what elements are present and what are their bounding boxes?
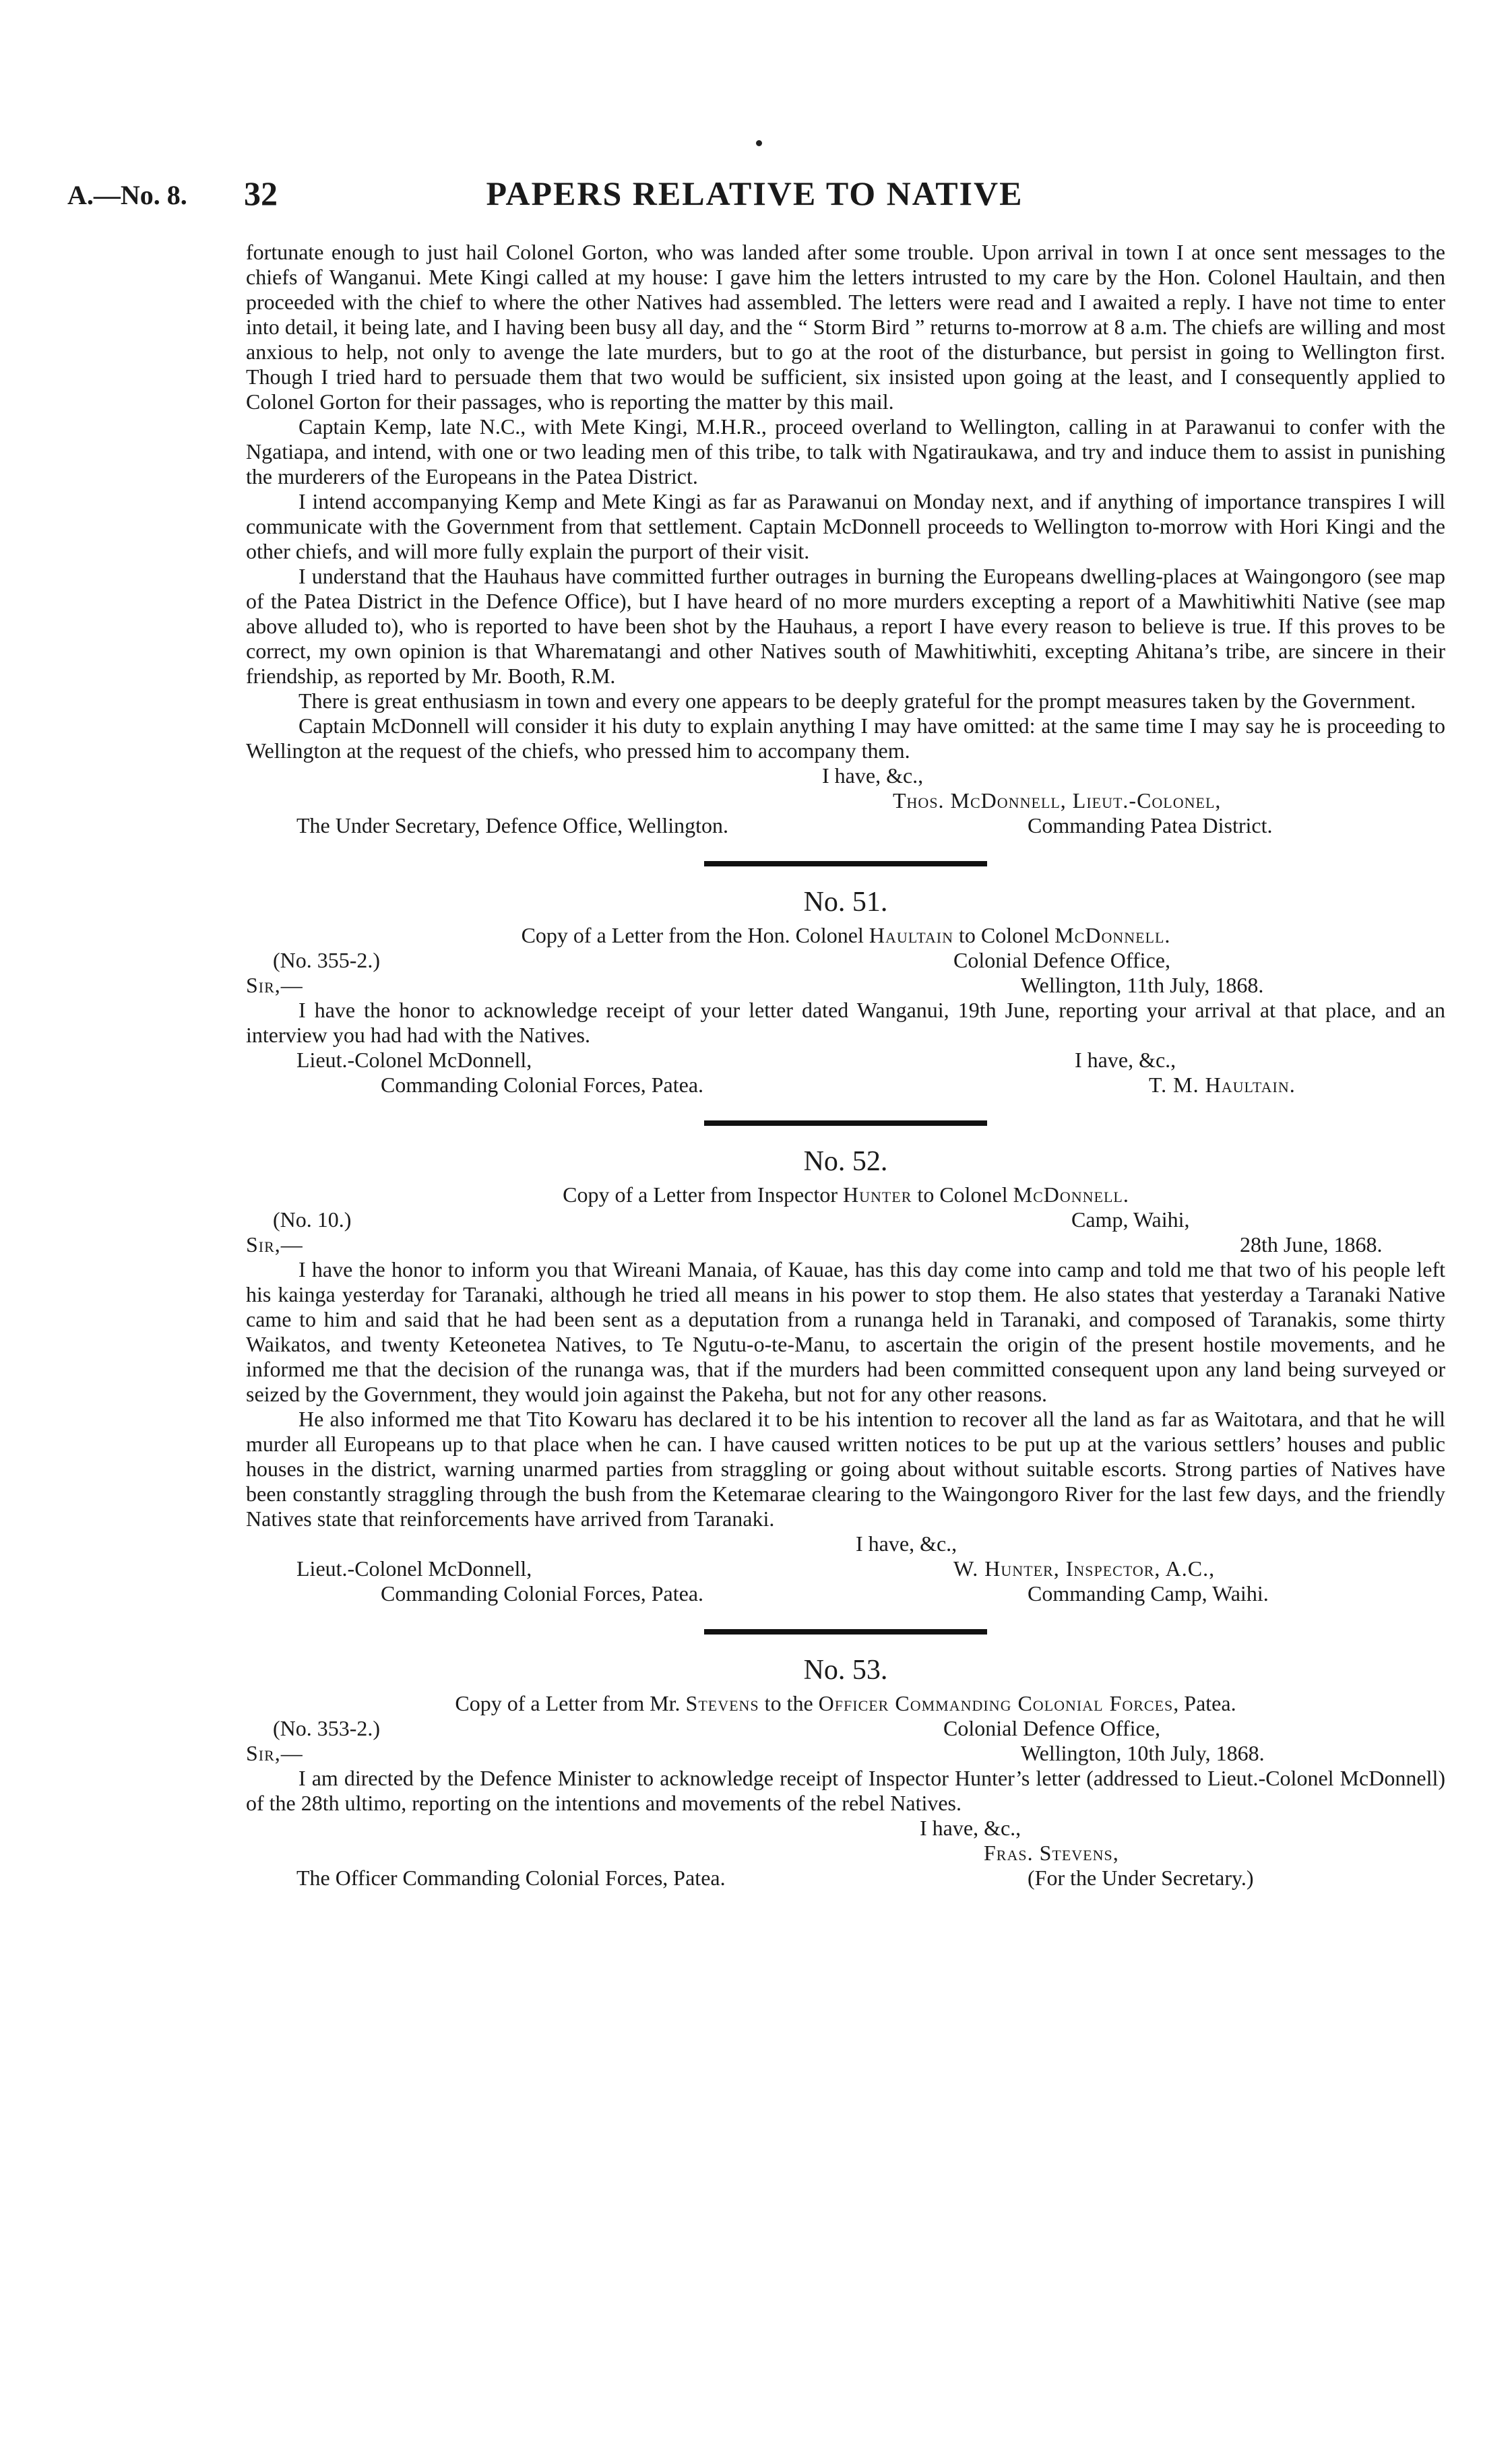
closing-row bbox=[246, 763, 1445, 788]
section-divider bbox=[704, 1120, 987, 1126]
closing-row bbox=[246, 1816, 1445, 1841]
paragraph: I have the honor to inform you that Wireani Manaia, of Kauae, has this day come into camp and told me that two of his people left his kainga yesterday for Taranaki, although he tried all means in his power to stop them. He also states that yesterday a Taranaki Native came to him and said that he had been sent as a deputation from a runanga held in Taranaki, and composed of Taranakis, some thirty Waikatos, and twenty Keteonetea Natives, to Te Ngutu-o-te-Manu, to ascertain the origin of the present hostile movements, and he informed me that the decision of the runanga was, that if the murders had been committed consequent upon any land being surveyed or seized by the Government, they would join against the Pakeha, but not for any other reasons. bbox=[246, 1257, 1445, 1406]
signature: Fras. Stevens, bbox=[984, 1841, 1119, 1865]
addressee-row bbox=[246, 1581, 1445, 1606]
letter-number: No. 53. bbox=[803, 1655, 888, 1686]
signature-row bbox=[246, 788, 1445, 813]
place: Camp, Waihi, bbox=[1071, 1207, 1190, 1232]
closing: I have, &c., bbox=[1075, 1048, 1176, 1072]
section-divider bbox=[704, 861, 987, 866]
salutation: Sir,— bbox=[246, 1741, 303, 1765]
closing-row bbox=[246, 1048, 1445, 1073]
addressee: Commanding Colonial Forces, Patea. bbox=[381, 1581, 704, 1606]
paragraph: There is great enthusiasm in town and every one appears to be deeply grateful for the prompt measures taken by the Government. bbox=[298, 689, 1416, 713]
paragraph: Captain Kemp, late N.C., with Mete Kingi, M.H.R., proceed overland to Wellington, calling in at Parawanui to confer with the Ngatiapa, and intend, with one or two leading men of this tribe, to talk with Ngatiraukawa, and try and induce them to assist in punishing the murderers of the Europeans in the Patea District. bbox=[246, 414, 1445, 488]
letter-title: Copy of a Letter from the Hon. Colonel Haultain to Colonel McDonnell. bbox=[521, 923, 1170, 947]
signature-row bbox=[246, 1841, 1445, 1866]
paragraph: fortunate enough to just hail Colonel Gorton, who was landed after some trouble. Upon arrival in town I at once sent messages to the chiefs of Wanganui. Mete Kingi called at my house: I gave him the letters intrusted to my care by the Hon. Colonel Haultain, and then proceeded with the chief to where the other Natives had assembled. The letters were read and I awaited a reply. I have not time to enter into detail, it being late, and I having been busy all day, and the “ Storm Bird ” returns to-morrow at 8 a.m. The chiefs are willing and most anxious to help, not only to avenge the late murders, but to go at the root of the disturbance, but persist in going to Wellington first. Though I tried hard to persuade them that two would be sufficient, six insisted upon going at the least, and I consequently applied to Colonel Gorton for their passages, who is reporting the matter by this mail. bbox=[246, 240, 1445, 414]
closing-row bbox=[246, 1531, 1445, 1556]
closing: I have, &c., bbox=[920, 1816, 1021, 1840]
running-title: PAPERS RELATIVE TO NATIVE bbox=[486, 174, 1023, 212]
reference-number: (No. 353-2.) bbox=[273, 1716, 381, 1740]
signature: T. M. Haultain. bbox=[1149, 1073, 1296, 1097]
page-content bbox=[246, 240, 1445, 1891]
office: Colonial Defence Office, bbox=[953, 948, 1170, 972]
place-date: Wellington, 11th July, 1868. bbox=[1021, 973, 1264, 997]
addressee: Commanding Colonial Forces, Patea. bbox=[381, 1073, 704, 1097]
letter-no-53 bbox=[246, 1653, 1445, 1891]
date: 28th June, 1868. bbox=[1240, 1232, 1383, 1257]
letter-title: Copy of a Letter from Mr. Stevens to the Officer Commanding Colonial Forces, Patea. bbox=[455, 1691, 1236, 1715]
ref-row bbox=[246, 1207, 1445, 1232]
letter-number: No. 51. bbox=[803, 887, 888, 918]
paragraph: He also informed me that Tito Kowaru has declared it to be his intention to recover all the land as far as Waitotara, and that he will murder all Europeans up to that place when he can. I have caused written notices to be put up at the various settlers’ houses and public houses in the district, warning unarmed parties from straggling or going about without suitable escorts. Strong parties of Natives have been constantly straggling through the bush from the Ketemarae clearing to the Waingongoro River for the last few days, and the friendly Natives state that reinforcements have arrived from Taranaki. bbox=[246, 1407, 1445, 1531]
addressee: The Officer Commanding Colonial Forces, Patea. bbox=[296, 1866, 726, 1890]
signature: W. Hunter, Inspector, A.C., bbox=[953, 1556, 1216, 1581]
salutation-row bbox=[246, 1232, 1445, 1257]
letter-no-52 bbox=[246, 1145, 1445, 1606]
ref-row bbox=[246, 1716, 1445, 1741]
signature: Thos. McDonnell, Lieut.-Colonel, bbox=[893, 788, 1222, 813]
reference-number: (No. 355-2.) bbox=[273, 948, 381, 972]
signature-title: Commanding Patea District. bbox=[1028, 813, 1273, 837]
paragraph: I understand that the Hauhaus have committed further outrages in burning the Europeans dwelling-places at Waingongoro (see map of the Patea District in the Defence Office), but I have heard of no more murders excepting a report of a Mawhitiwhiti Native (see map above alluded to), who is reported to have been shot by the Hauhaus, a report I have every reason to believe is true. If this proves to be correct, my own opinion is that Wharematangi and other Natives south of Mawhitiwhiti, excepting Ahitana’s tribe, are sincere in their friendship, as reported by Mr. Booth, R.M. bbox=[246, 564, 1445, 688]
addressee: The Under Secretary, Defence Office, Wellington. bbox=[296, 813, 728, 837]
letter-number: No. 52. bbox=[803, 1146, 888, 1177]
addressee: Lieut.-Colonel McDonnell, bbox=[296, 1048, 532, 1072]
page-number: 32 bbox=[244, 174, 278, 212]
addressee-row bbox=[246, 1866, 1445, 1891]
letter-no-51 bbox=[246, 885, 1445, 1098]
signature-note: (For the Under Secretary.) bbox=[1028, 1866, 1254, 1890]
ref-row bbox=[246, 948, 1445, 973]
letter-title: Copy of a Letter from Inspector Hunter to Colonel McDonnell. bbox=[563, 1182, 1129, 1207]
signature-row bbox=[246, 1073, 1445, 1098]
section-divider bbox=[704, 1629, 987, 1635]
signature-title: Commanding Camp, Waihi. bbox=[1028, 1581, 1269, 1606]
salutation: Sir,— bbox=[246, 973, 303, 997]
closing: I have, &c., bbox=[822, 763, 924, 788]
salutation: Sir,— bbox=[246, 1232, 303, 1257]
signature-row bbox=[246, 1556, 1445, 1581]
reference-number: (No. 10.) bbox=[273, 1207, 352, 1232]
page-header bbox=[67, 174, 1442, 221]
addressee: Lieut.-Colonel McDonnell, bbox=[296, 1556, 532, 1581]
document-reference: A.—No. 8. bbox=[67, 180, 187, 210]
page-mark-dot bbox=[756, 140, 762, 146]
closing: I have, &c., bbox=[856, 1531, 957, 1556]
place-date: Wellington, 10th July, 1868. bbox=[1021, 1741, 1265, 1765]
letter-body: I am directed by the Defence Minister to acknowledge receipt of Inspector Hunter’s letter (addressed to Lieut.-Colonel McDonnell) of the 28th ultimo, reporting on the intentions and movements of the rebel Natives. bbox=[246, 1766, 1445, 1815]
salutation-row bbox=[246, 1741, 1445, 1766]
paragraph: Captain McDonnell will consider it his duty to explain anything I may have omitted: at the same time I may say he is proceeding to Wellington at the request of the chiefs, who pressed him to accompany them. bbox=[246, 713, 1445, 763]
letter-body: I have the honor to acknowledge receipt of your letter dated Wanganui, 19th June, reporting your arrival at that place, and an interview you had had with the Natives. bbox=[246, 998, 1445, 1047]
letter-continuation bbox=[246, 240, 1445, 838]
salutation-row bbox=[246, 973, 1445, 998]
office: Colonial Defence Office, bbox=[943, 1716, 1160, 1740]
addressee-row bbox=[246, 813, 1445, 838]
paragraph: I intend accompanying Kemp and Mete Kingi as far as Parawanui on Monday next, and if anything of importance transpires I will communicate with the Government from that settlement. Captain McDonnell proceeds to Wellington to-morrow with Hori Kingi and the other chiefs, and will more fully explain the purport of their visit. bbox=[246, 489, 1445, 563]
